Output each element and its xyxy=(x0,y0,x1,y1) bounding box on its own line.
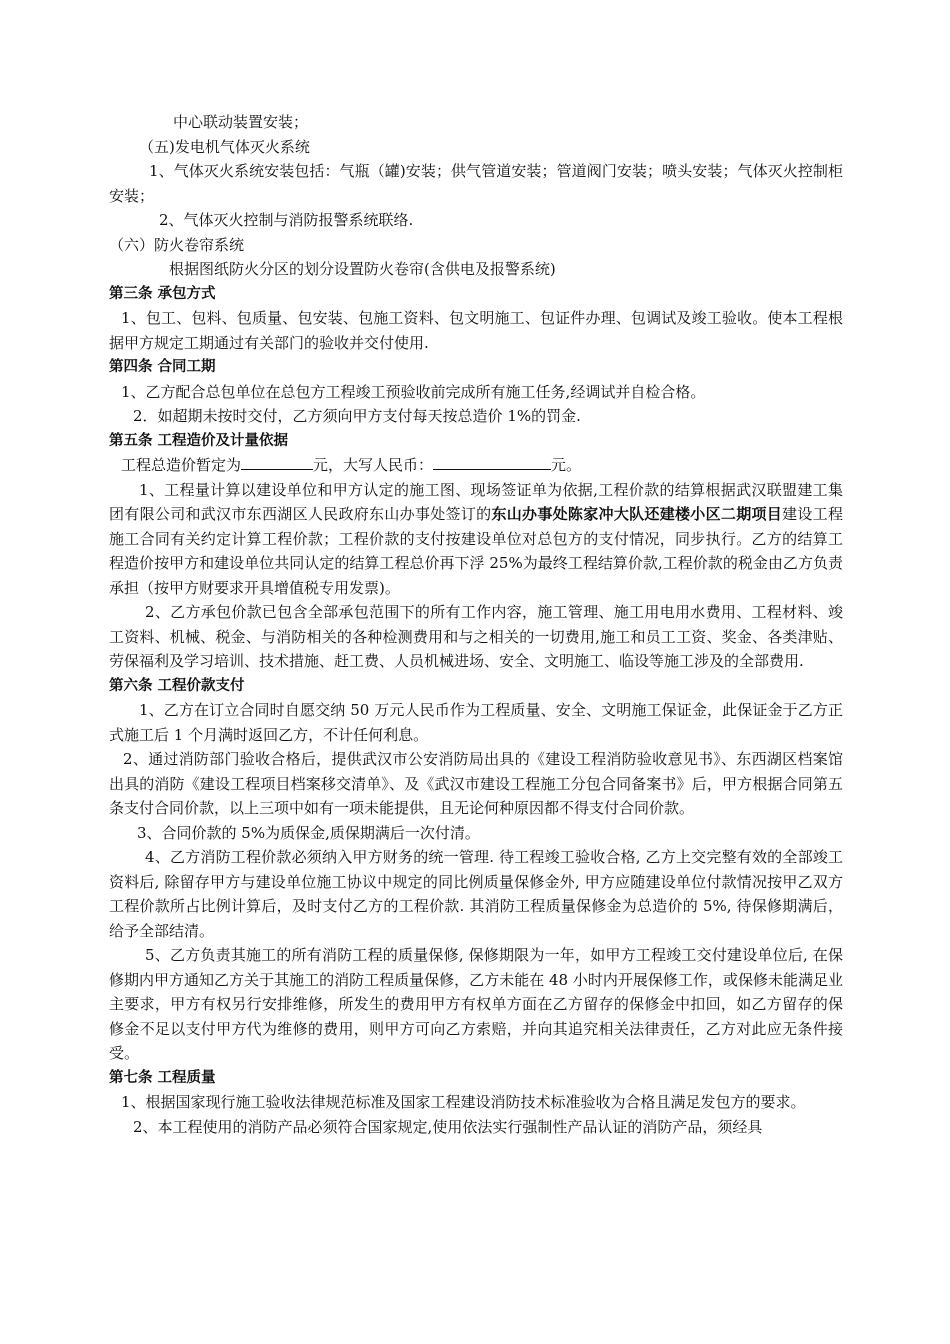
price-rmb-blank xyxy=(433,453,551,470)
gas-system-item-2: 2、气体灭火控制与消防报警系统联络. xyxy=(159,211,414,229)
article-4-item-2: 2．如超期未按时交付，乙方须向甲方支付每天按总造价 1%的罚金. xyxy=(133,407,581,425)
total-price-rmb-label: 元，大写人民币： xyxy=(313,456,434,474)
total-price-unit: 元。 xyxy=(551,456,582,474)
article-6-item-5: 5、乙方负责其施工的所有消防工程的质量保修, 保修期限为一年，如甲方工程竣工交付建设单位后, 在保修期内甲方通知乙方关于其施工的消防工程质量保修，乙方未能在 48 小时内开展保修工作，或保修未能满足业主要求，甲方有权另行安排维修，所发生的费用甲方有权单方面在乙方留存的保修金中扣回，如乙方留存的保修金不足以支付甲方代为维修的费用，则甲方可向乙方索赔，并向其追究相关法律责任，乙方对此应无条件接受。 xyxy=(109,946,843,1062)
fire-shutter-desc: 根据图纸防火分区的划分设置防火卷帘(含供电及报警系统) xyxy=(169,260,556,278)
price-amount-blank xyxy=(241,453,313,470)
section-6-fire-shutter: （六）防火卷帘系统 xyxy=(109,235,245,254)
article-7-item-2: 2、本工程使用的消防产品必须符合国家规定,使用依法实行强制性产品认证的消防产品，须经具 xyxy=(133,1117,763,1136)
article-6-item-2: 2、通过消防部门验收合格后，提供武汉市公安消防局出具的《建设工程消防验收意见书》、东西湖区档案馆出具的消防《建设工程项目档案移交清单》、及《武汉市建设工程施工分包合同备案书》后，甲方根据合同第五条支付合同价款，以上三项中如有一项未能提供，且无论何种原因都不得支付合同价款。 xyxy=(109,750,843,817)
contract-body xyxy=(109,110,843,1139)
item-1-text-a: 1、工程量计算以建设单位和甲方认定的施工图、现场签证单为依据,工程价款的结算根据武汉联盟建工集团有限公司和武汉市东西湖区人民政府东山办事处签订的 xyxy=(109,480,843,523)
article-3-item-1: 1、包工、包料、包质量、包安装、包施工资料、包文明施工、包证件办理、包调试及竣工验收。使本工程根据甲方规定工期通过有关部门的验收并交付使用. xyxy=(109,309,843,352)
article-3-heading: 第三条 承包方式 xyxy=(109,285,216,302)
article-6-item-1: 1、乙方在订立合同时自愿交纳 50 万元人民币作为工程质量、安全、文明施工保证金，此保证金于乙方正式施工后 1 个月满时返回乙方，不计任何利息。 xyxy=(109,701,843,744)
line-central-linkage: 中心联动装置安装； xyxy=(173,113,309,131)
article-5-heading: 第五条 工程造价及计量依据 xyxy=(109,432,289,449)
article-5-item-2: 2、乙方承包价款已包含全部承包范围下的所有工作内容，施工管理、施工用电用水费用、工程材料、竣工资料、机械、税金、与消防相关的各种检测费用和与之相关的一切费用,施工和员工工资、奖金、各类津贴、劳保福利及学习培训、技术措施、赶工费、人员机械进场、安全、文明施工、临设等施工涉及的全部费用. xyxy=(109,603,843,670)
article-7-heading: 第七条 工程质量 xyxy=(109,1069,216,1086)
article-4-heading: 第四条 合同工期 xyxy=(109,359,216,375)
gas-system-item-1: 1、气体灭火系统安装包括：气瓶（罐)安装；供气管道安装；管道阀门安装；喷头安装；气体灭火控制柜安装； xyxy=(109,162,843,205)
section-5-gas-fire-system: （五)发电机气体灭火系统 xyxy=(139,137,310,156)
total-price-label: 工程总造价暂定为 xyxy=(121,456,242,474)
article-7-item-1: 1、根据国家现行施工验收法律规范标准及国家工程建设消防技术标准验收为合格且满足发包方的要求。 xyxy=(121,1093,806,1111)
article-4-item-1: 1、乙方配合总包单位在总包方工程竣工预验收前完成所有施工任务,经调试并自检合格。 xyxy=(121,382,706,401)
project-name: 东山办事处陈家冲大队还建楼小区二期项目 xyxy=(491,505,783,523)
item-1-text-c: 建设工程施工合同有关约定计算工程价款；工程价款的支付按建设单位对总包方的支付情况，同步执行。乙方的结算工程造价按甲方和建设单位共同认定的结算工程总价再下浮 25%为最终工程结算价款,工程价款的税金由乙方负责承担（按甲方财要求开具增值税专用发票)。 xyxy=(109,505,843,597)
article-6-item-4: 4、乙方消防工程价款必须纳入甲方财务的统一管理. 待工程竣工验收合格, 乙方上交完整有效的全部竣工资料后, 除留存甲方与建设单位施工协议中规定的同比例质量保修金外, 甲方应随建设单位付款情况按甲乙双方工程价款所占比例计算后，及时支付乙方的工程价款. 其消防工程质量保修金为总造价的 5%, 待保修期满后，给予全部结清。 xyxy=(109,848,843,940)
article-6-item-3: 3、合同价款的 5%为质保金,质保期满后一次付清。 xyxy=(137,823,480,842)
article-5-item-1 xyxy=(109,478,843,601)
article-5-total-price xyxy=(109,453,843,478)
article-6-heading: 第六条 工程价款支付 xyxy=(109,677,245,694)
